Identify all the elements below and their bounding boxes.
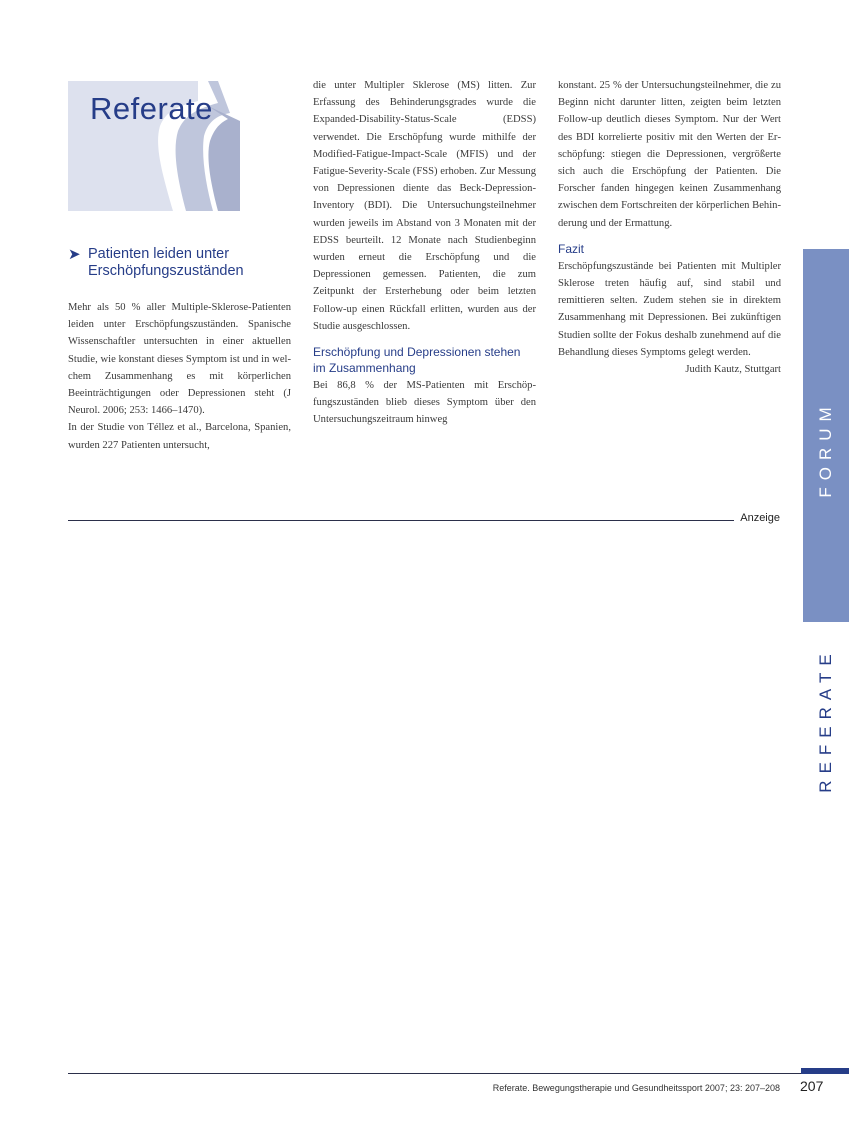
- article-column-1: [68, 299, 291, 454]
- section-title: Referate: [90, 91, 213, 126]
- paragraph: In der Studie von Téllez et al., Barcelona, Spanien, wurden 227 Patienten untersucht,: [68, 422, 291, 451]
- paragraph: konstant. 25 % der Untersuchungsteilnehmer, die zu Beginn nicht darunter litten, zeigten beim letzten Follow-up deutlich dieses Symptom. Nur der Wert des BDI korrelierte positiv mit den Werten der Erschöpfung: stiegen die Depressionen, vergrößerte sich auch die Erschöpfung der Patienten. Die Forscher fanden hingegen keinen Zusammenhang zwischen dem Fortschreiten der körperlichen Behinderung und der Ermattung.: [558, 80, 781, 229]
- article-heading-text: [88, 246, 244, 280]
- heading-line-2: Erschöpfungszuständen: [88, 263, 244, 279]
- article-heading: [68, 246, 298, 280]
- arrowhead-icon: ➤: [68, 246, 81, 263]
- subheading: Erschöpfung und Depressionen stehen im Zusammenhang: [313, 345, 521, 376]
- forum-label: FORUM: [816, 400, 835, 498]
- paragraph: Mehr als 50 % aller Multiple-Sklerose-Patienten leiden unter Erschöpfungszuständen. Spanische Wissenschaftler untersuchten in einer aktuellen Studie, wie konstant dieses Symptom ist und in welchem Zusammenhang es mit körperlichen Beeinträchtigungen oder Depressionen steht (J Neurol. 2006; 253: 1466–1470).: [68, 302, 291, 417]
- heading-line-1: Patienten leiden unter: [88, 246, 230, 262]
- anzeige-label: Anzeige: [740, 512, 780, 524]
- footer-citation: Referate. Bewegungstherapie und Gesundheitssport 2007; 23: 207–208: [492, 1083, 780, 1093]
- paragraph: Bei 86,8 % der MS-Patienten mit Erschöpfungszuständen blieb dieses Symptom über den Untersuchungszeitraum hinweg: [313, 380, 536, 426]
- divider-rule: [68, 520, 734, 521]
- author-line: Judith Kautz, Stuttgart: [685, 364, 781, 376]
- page-number: 207: [800, 1078, 824, 1094]
- referate-label: REFERATE: [816, 647, 835, 793]
- paragraph: die unter Multipler Sklerose (MS) litten. Zur Erfassung des Behinderungsgrades wurde die Expanded-Disability-Status-Scale (EDSS) verwendet. Die Erschöpfung wurde mithilfe der Modified-Fatigue-Impact-Scale (MFIS) und der Fatigue-Severity-Scale (FSS) erhoben. Zur Messung von Depressionen diente das Beck-Depression-Inventory (BDI). Die Untersuchungsteilnehmer wurden jeweils im Abstand von 3 Monaten mit der EDSS beurteilt. 12 Monate nach Studienbeginn wurden erneut die Erschöpfung und die Depressionen gemessen. Patienten, die zum Zeitpunkt der Ersterhebung oder beim letzten Follow-up einen Rückfall erlitten, wurden aus der Studie ausgeschlossen.: [313, 80, 536, 332]
- footer-accent-bar: [801, 1068, 849, 1074]
- footer-rule: [68, 1073, 801, 1074]
- subheading-fazit: Fazit: [558, 241, 585, 256]
- article-column-3: [558, 77, 781, 378]
- article-column-2: [313, 77, 536, 429]
- paragraph: Erschöpfungszustände bei Patienten mit Multipler Sklerose treten häufig auf, sind stabil und remittieren selten. Zudem stehen sie in direktem Zusammenhang mit Depressionen. Bei zukünftigen Studien sollte der Fokus deshalb zunehmend auf die Behandlung dieses Symptoms gelegt werden.: [558, 260, 781, 358]
